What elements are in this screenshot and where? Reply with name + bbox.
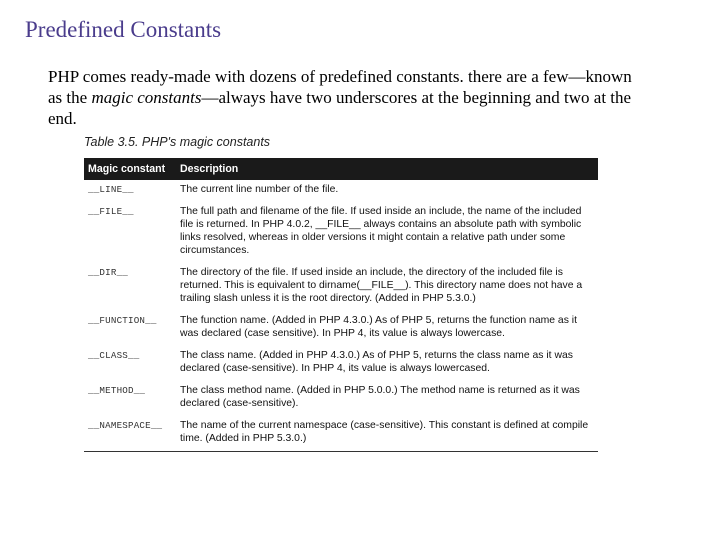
constant-description: The name of the current namespace (case-sensitive). This constant is defined at compile time. (Added in PHP 5.3.0.) (176, 416, 598, 452)
table-caption: Table 3.5. PHP's magic constants (84, 135, 271, 149)
constant-description: The current line number of the file. (180, 184, 339, 195)
table-header-row (84, 158, 598, 180)
constant-name: __METHOD__ (88, 385, 146, 396)
table-row (84, 263, 598, 311)
header-magic-constant: Magic constant (84, 158, 176, 180)
constant-description: The class name. (Added in PHP 4.3.0.) As of PHP 5, returns the class name as it was declared (case-sensitive). In PHP 4, its value is always lowercased. (180, 350, 573, 374)
table-row (84, 381, 598, 416)
constant-description: The function name. (Added in PHP 4.3.0.) As of PHP 5, returns the function name as it was declared (case sensitive). In PHP 4, its value is always lowercase. (180, 315, 577, 339)
table-row (84, 202, 598, 263)
intro-text-start: PHP comes ready-made with dozens of predefined constants. there are a few—known as the (48, 67, 632, 107)
constant-name: __DIR__ (88, 267, 128, 278)
table-row (84, 346, 598, 381)
constant-name: __FUNCTION__ (88, 315, 157, 326)
constant-name: __FILE__ (88, 206, 134, 217)
header-description: Description (176, 158, 598, 180)
intro-paragraph (48, 66, 648, 129)
constant-description: The class method name. (Added in PHP 5.0.0.) The method name is returned as it was declared (case-sensitive). (180, 385, 580, 409)
intro-text-end: —always have two underscores at the beginning and two at the end. (48, 88, 632, 128)
constant-name: __CLASS__ (88, 350, 140, 361)
magic-constants-table (84, 158, 598, 452)
constant-description: The full path and filename of the file. If used inside an include, the name of the included file is returned. In PHP 4.0.2, __FILE__ always contains an absolute path with symbolic links resolved, whereas in older versions it might contain a relative path under some circumstances. (180, 206, 582, 256)
constant-description: The directory of the file. If used inside an include, the directory of the included file is returned. This is equivalent to dirname(__FILE__). This directory name does not have a trailing slash unless it is the root directory. (Added in PHP 5.3.0.) (180, 267, 583, 304)
slide-title: Predefined Constants (25, 17, 222, 42)
table-row (84, 311, 598, 346)
constant-name: __LINE__ (88, 184, 134, 195)
table-row (84, 180, 598, 202)
constant-name: __NAMESPACE__ (84, 416, 176, 452)
intro-emphasis: magic constants (91, 88, 202, 107)
table-row (84, 416, 598, 452)
